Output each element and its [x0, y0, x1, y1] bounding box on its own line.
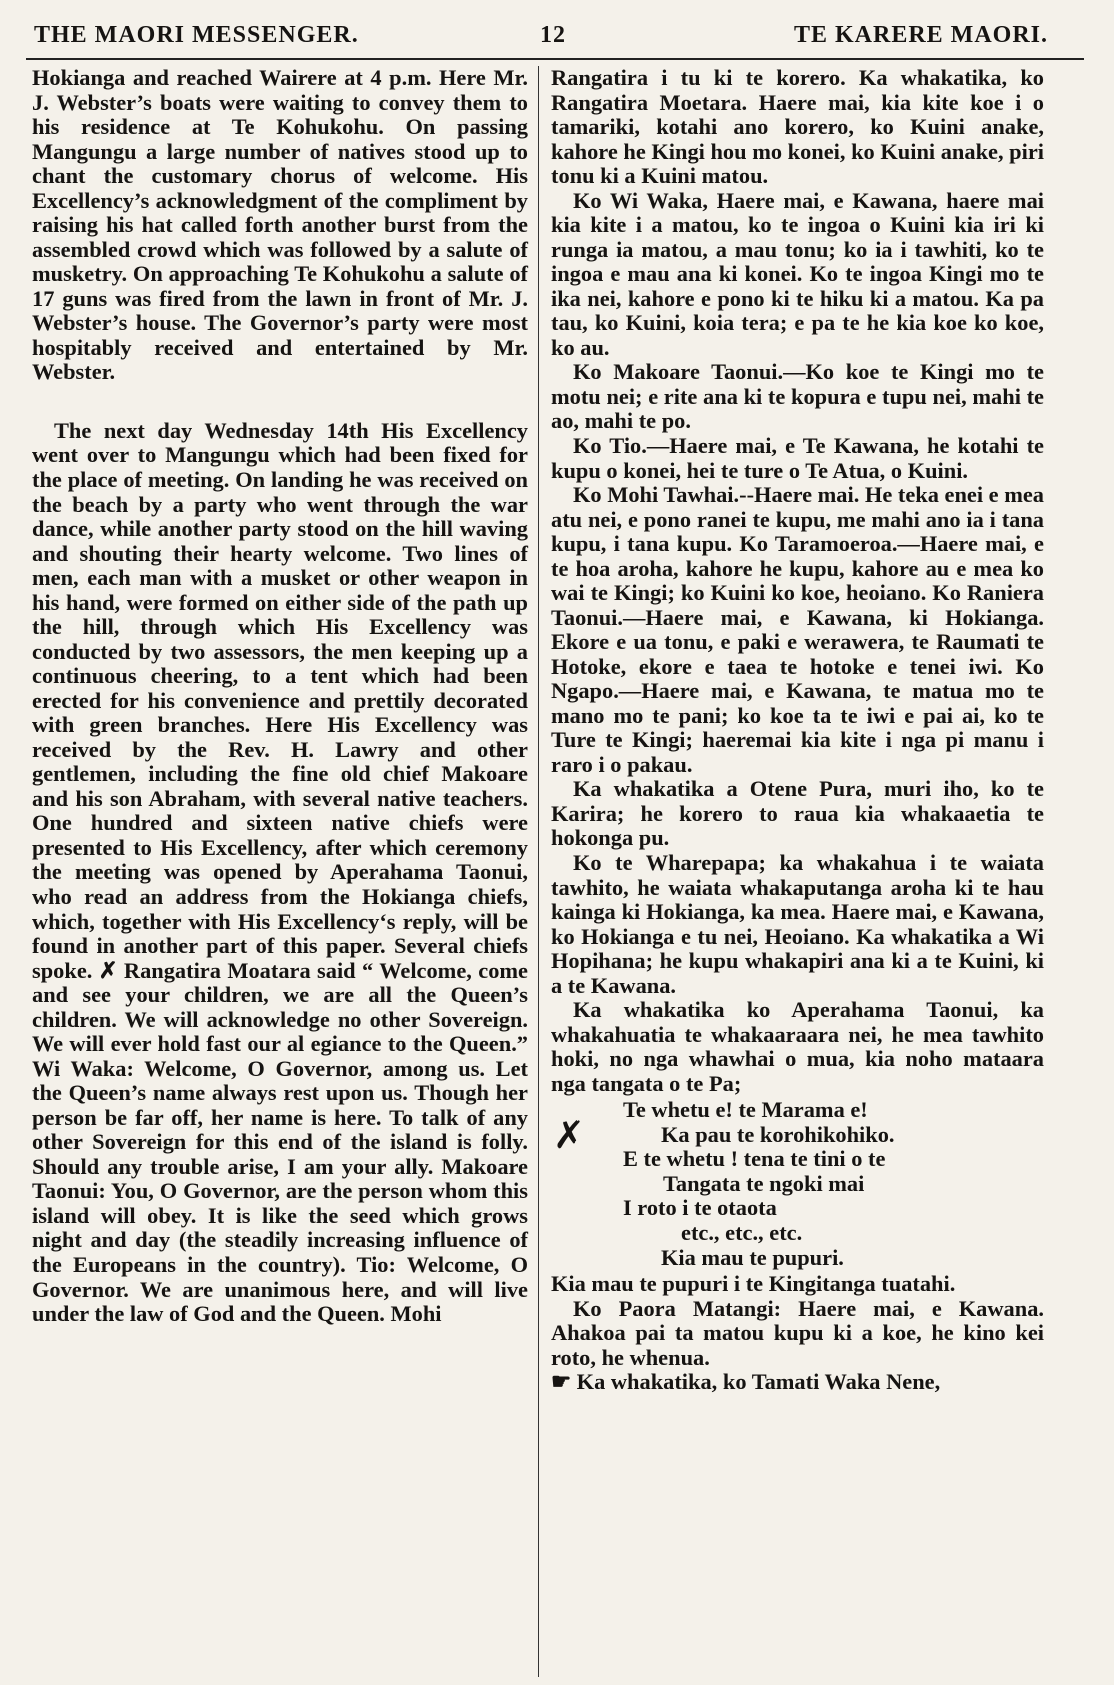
verse-line: I roto i te otaota	[623, 1195, 777, 1221]
paragraph-kingitanga: Kia mau te pupuri i te Kingitanga tuatahi.	[551, 1271, 956, 1297]
english-masthead: THE MAORI MESSENGER.	[34, 22, 359, 48]
two-column-body	[26, 66, 1084, 1677]
chant-verse	[551, 1098, 1044, 1270]
verse-line: Kia mau te pupuri.	[661, 1244, 844, 1270]
verse-line: Te whetu e! te Marama e!	[623, 1097, 868, 1123]
paragraph-moetara: Rangatira i tu ki te korero. Ka whakatika, ko Rangatira Moetara. Haere mai, kia kite koe i o tamariki, kotahi ano korero, ko Kuini anake, kahore he Kingi hou mo konei, ko Kuini anake, piri tonu ki a Kuini matou.	[551, 66, 1044, 189]
english-column	[26, 66, 538, 1677]
paragraph-wi-waka: Ko Wi Waka, Haere mai, e Kawana, haere mai kia kite i a matou, ko te ingoa o Kuini kia iri ki runga ia matou, a mau tonu; ko ia i tawhiti, ko te ingoa e mau ana ki konei. Ko te ingoa Kingi mo te ika nei, kahore e pono ki te hiku ki a matou. Ka pa tau, ko Kuini, koia tera; e pa te he kia koe ko koe, ko au.	[551, 187, 1044, 360]
verse-line: Tangata te ngoki mai	[663, 1170, 865, 1196]
verse-line: Ka pau te korohikohiko.	[661, 1121, 895, 1147]
paragraph-aperahama: Ka whakatika ko Aperahama Taonui, ka whakahuatia te whakaaraara nei, he mea tawhito hoki, no nga whawhai o mua, kia noho mataara nga tangata o te Pa;	[551, 997, 1044, 1096]
paragraph-paora-matangi: Ko Paora Matangi: Haere mai, e Kawana. Ahakoa pai ta matou kupu ki a koe, he kino kei roto, he whenua.	[551, 1295, 1044, 1370]
paragraph-meeting: The next day Wednesday 14th His Excellency went over to Mangungu which had been fixed for the place of meeting. On landing he was received on the beach by a party who went through the war dance, while another party stood on the hill waving and shouting their hearty welcome. Two lines of men, each man with a musket or other weapon in his hand, were formed on either side of the path up the hill, through which His Excellency was conducted by two assessors, the men keeping up a continuous cheering, to a tent which had been erected for his convenience and prettily decorated with green branches. Here His Excellency was received by the Rev. H. Lawry and other gentlemen, including the fine old chief Makoare and his son Abraham, with several native teachers. One hundred and sixteen native chiefs were presented to His Excellency, after which ceremony the meeting was opened by Aperahama Taonui, who read an address from the Hokianga chiefs, which, together with His Excellency‘s reply, will be found in another part of this paper. Several chiefs spoke. ✗ Rangatira Moatara said “ Welcome, come and see your children, we are all the Queen’s children. We will acknowledge no other Sovereign. We will ever hold fast our al egiance to the Queen.” Wi Waka: Welcome, O Governor, among us. Let the Queen’s name always rest upon us. Though her person be far off, her name is here. To talk of any other Sovereign for this end of the island is folly. Should any trouble arise, I am your ally. Makoare Taonui: You, O Governor, are the person whom this island will obey. It is like the seed which grows night and day (the steadily increasing influence of the Europeans in the country). Tio: Welcome, O Governor. We are unanimous here, and will live under the law of God and the Queen. Mohi	[32, 417, 528, 1327]
margin-mark: ✗	[553, 1115, 585, 1158]
page-number: 12	[540, 22, 566, 48]
verse-line: E te whetu ! tena te tini o te	[623, 1146, 886, 1172]
paragraph-wharepapa: Ko te Wharepapa; ka whakahua i te waiata tawhito, he waiata whakaputanga aroha ki te hau kainga ki Hokianga, ka mea. Haere mai, e Kawana, ko Hokianga e tu nei, Heoiano. Ka whakatika a Wi Hopihana; he kupu whakapiri ana ki a te Kuini, ki a te Kawana.	[551, 850, 1044, 998]
paragraph-mohi-tawhai: Ko Mohi Tawhai.--Haere mai. He teka enei e mea atu nei, e pono ranei te kupu, me mahi ano ia i tana kupu, i tana kupu. Ko Taramoeroa.—Haere mai, e te hoa aroha, kahore he kupu, kahore au e mea ko wai te Kingi; ko Kuini ko koe, heoiano. Ko Raniera Taonui.—Haere mai, e Kawana, ki Hokianga. Ekore e ua tonu, e paki e werawera, te Raumati te Hotoke, ekore e taea te hotoke e tenei iwi. Ko Ngapo.—Haere mai, e Kawana, te matua mo te mano mo te pani; ko koe ta te iwi e pai ai, ko te Ture te Kingi; haeremai kia kite i nga pi manu i raro i o pakau.	[551, 482, 1044, 777]
maori-column	[538, 66, 1050, 1677]
paragraph-tamati-waka-nene: ☛ Ka whakatika, ko Tamati Waka Nene,	[551, 1369, 941, 1395]
paragraph-arrival: Hokianga and reached Wairere at 4 p.m. Here Mr. J. Webster’s boats were waiting to convey them to his residence at Te Kohukohu. On passing Mangungu a large number of natives stood up to chant the customary chorus of welcome. His Excellency’s acknowledgment of the compliment by raising his hat called forth another burst from the assembled crowd which was followed by a salute of musketry. On approaching Te Kohukohu a salute of 17 guns was fired from the lawn in front of Mr. J. Webster’s house. The Governor’s party were most hospitably received and entertained by Mr. Webster.	[32, 66, 528, 385]
header-rule	[26, 58, 1084, 60]
maori-masthead: TE KARERE MAORI.	[793, 22, 1048, 48]
paragraph-makoare: Ko Makoare Taonui.—Ko koe te Kingi mo te motu nei; e rite ana ki te kopura e tupu nei, mahi te ao, mahi te po.	[551, 359, 1044, 434]
paragraph-otene-pura: Ka whakatika a Otene Pura, muri iho, ko te Karira; he korero to raua kia whakaaetia te hokonga pu.	[551, 776, 1044, 851]
verse-line: etc., etc., etc.	[681, 1219, 803, 1245]
paragraph-tio: Ko Tio.—Haere mai, e Te Kawana, he kotahi te kupu o konei, hei te ture o Te Atua, o Kuini.	[551, 432, 1044, 483]
